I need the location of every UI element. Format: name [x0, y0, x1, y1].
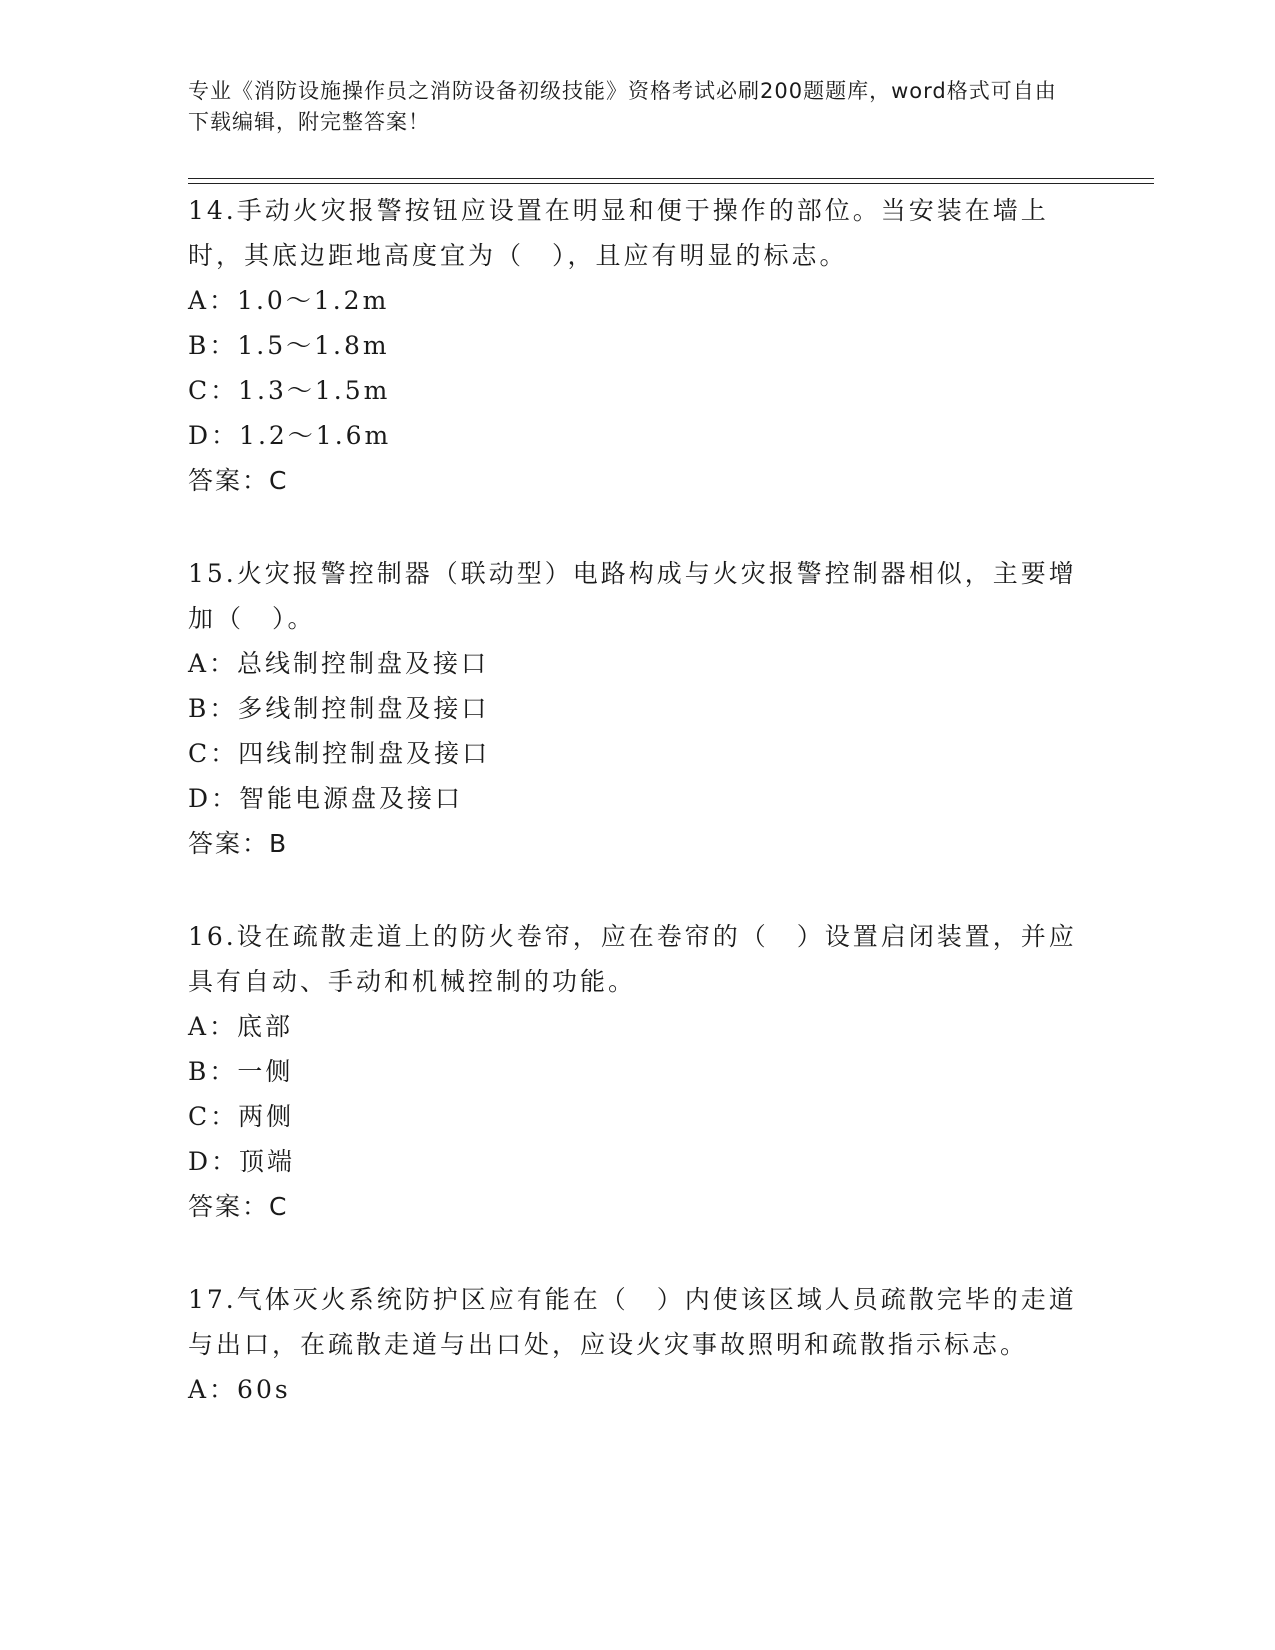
question-15 — [188, 551, 1088, 866]
option-d: D：1.2～1.6m — [188, 421, 392, 450]
option-c: C：四线制控制盘及接口 — [188, 739, 491, 768]
option-a: A：1.0～1.2m — [188, 286, 390, 315]
question-text: 14.手动火灾报警按钮应设置在明显和便于操作的部位。当安装在墙上时，其底边距地高度宜为（ ），且应有明显的标志。 — [188, 196, 1049, 270]
option-b: B：多线制控制盘及接口 — [188, 694, 490, 723]
option-b: B：一侧 — [188, 1057, 294, 1086]
option-c: C：1.3～1.5m — [188, 376, 391, 405]
option-a: A：总线制控制盘及接口 — [188, 649, 490, 678]
question-14 — [188, 188, 1088, 503]
option-b: B：1.5～1.8m — [188, 331, 390, 360]
question-text: 15.火灾报警控制器（联动型）电路构成与火灾报警控制器相似，主要增加（ ）。 — [188, 559, 1077, 633]
header-divider-bottom — [188, 183, 1154, 184]
option-a: A：60s — [188, 1375, 291, 1404]
header-title: 专业《消防设施操作员之消防设备初级技能》资格考试必刷200题题库，word格式可自由下载编辑，附完整答案！ — [188, 79, 1057, 134]
option-d: D：顶端 — [188, 1147, 296, 1176]
question-17 — [188, 1277, 1088, 1412]
answer: 答案：B — [188, 829, 289, 858]
option-c: C：两侧 — [188, 1102, 295, 1131]
question-16 — [188, 914, 1088, 1229]
option-a: A：底部 — [188, 1012, 294, 1041]
answer: 答案：C — [188, 466, 289, 495]
answer: 答案：C — [188, 1192, 289, 1221]
header-divider-top — [188, 178, 1154, 179]
question-text: 16.设在疏散走道上的防火卷帘，应在卷帘的（ ）设置启闭装置，并应具有自动、手动和机械控制的功能。 — [188, 922, 1077, 996]
document-header — [188, 76, 1068, 138]
question-text: 17.气体灭火系统防护区应有能在（ ）内使该区域人员疏散完毕的走道与出口，在疏散走道与出口处，应设火灾事故照明和疏散指示标志。 — [188, 1285, 1077, 1359]
option-d: D：智能电源盘及接口 — [188, 784, 464, 813]
